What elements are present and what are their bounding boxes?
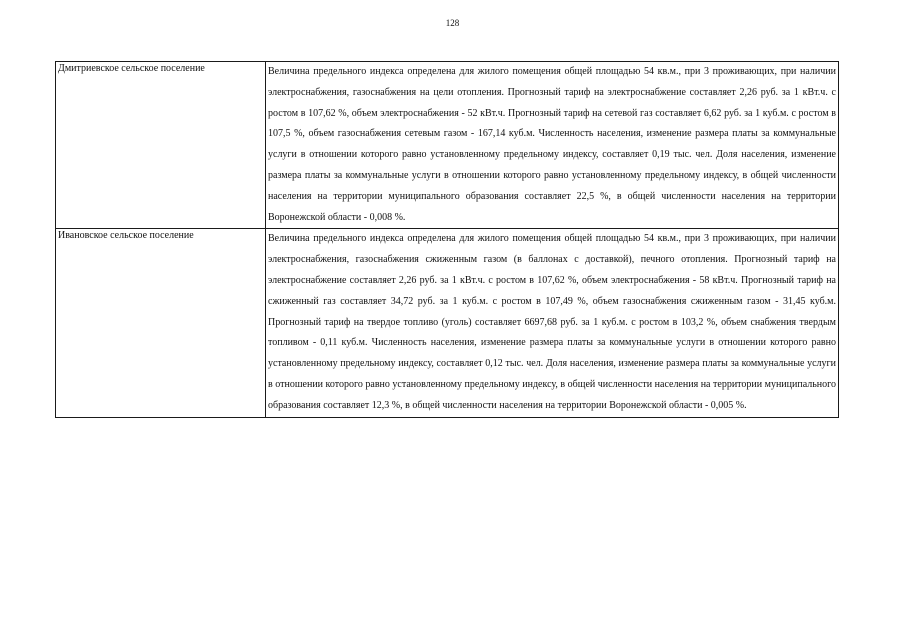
settlement-description-cell: Величина предельного индекса определена для жилого помещения общей площадью 54 кв.м., при 3 проживающих, при наличии электроснабжения, газоснабжения на цели отопления. Прогнозный тариф на электроснабжение составляет 2,26 руб. за 1 кВт.ч. с ростом в 107,62 %, объем электроснабжения - 52 кВт.ч. Прогнозный тариф на сетевой газ составляет 6,62 руб. за 1 куб.м. с ростом в 107,5 %, объем газоснабжения сетевым газом - 167,14 куб.м. Численность населения, изменение размера платы за коммунальные услуги в отношении которого равно установленному предельному индексу, составляет 0,19 тыс. чел. Доля населения, изменение размера платы за коммунальные услуги в отношении которого равно установленному предельному индексу, в общей численности населения на территории муниципального образования составляет 22,5 %, в общей численности населения на территории Воронежской области - 0,008 %. [266,62,839,229]
table-row [56,62,839,229]
settlement-name-cell: Ивановское сельское поселение [56,229,266,417]
settlement-description-cell: Величина предельного индекса определена для жилого помещения общей площадью 54 кв.м., при 3 проживающих, при наличии электроснабжения, газоснабжения сжиженным газом (в баллонах с доставкой), печного отопления. Прогнозный тариф на электроснабжение составляет 2,26 руб. за 1 кВт.ч. с ростом в 107,62 %, объем электроснабжения - 58 кВт.ч. Прогнозный тариф на сжиженный газ составляет 34,72 руб. за 1 куб.м. с ростом в 107,49 %, объем газоснабжения сжиженным газом - 31,45 куб.м. Прогнозный тариф на твердое топливо (уголь) составляет 6697,68 руб. за 1 куб.м. с ростом в 103,2 %, объем снабжения твердым топливом - 0,11 куб.м. Численность населения, изменение размера платы за коммунальные услуги в отношении которого равно установленному предельному индексу, составляет 0,12 тыс. чел. Доля населения, изменение размера платы за коммунальные услуги в отношении которого равно установленному предельному индексу, в общей численности населения на территории муниципального образования составляет 12,3 %, в общей численности населения на территории Воронежской области - 0,005 %. [266,229,839,417]
settlements-table [55,61,839,418]
settlement-name-cell: Дмитриевское сельское поселение [56,62,266,229]
page-number: 128 [445,18,460,28]
table-row [56,229,839,417]
